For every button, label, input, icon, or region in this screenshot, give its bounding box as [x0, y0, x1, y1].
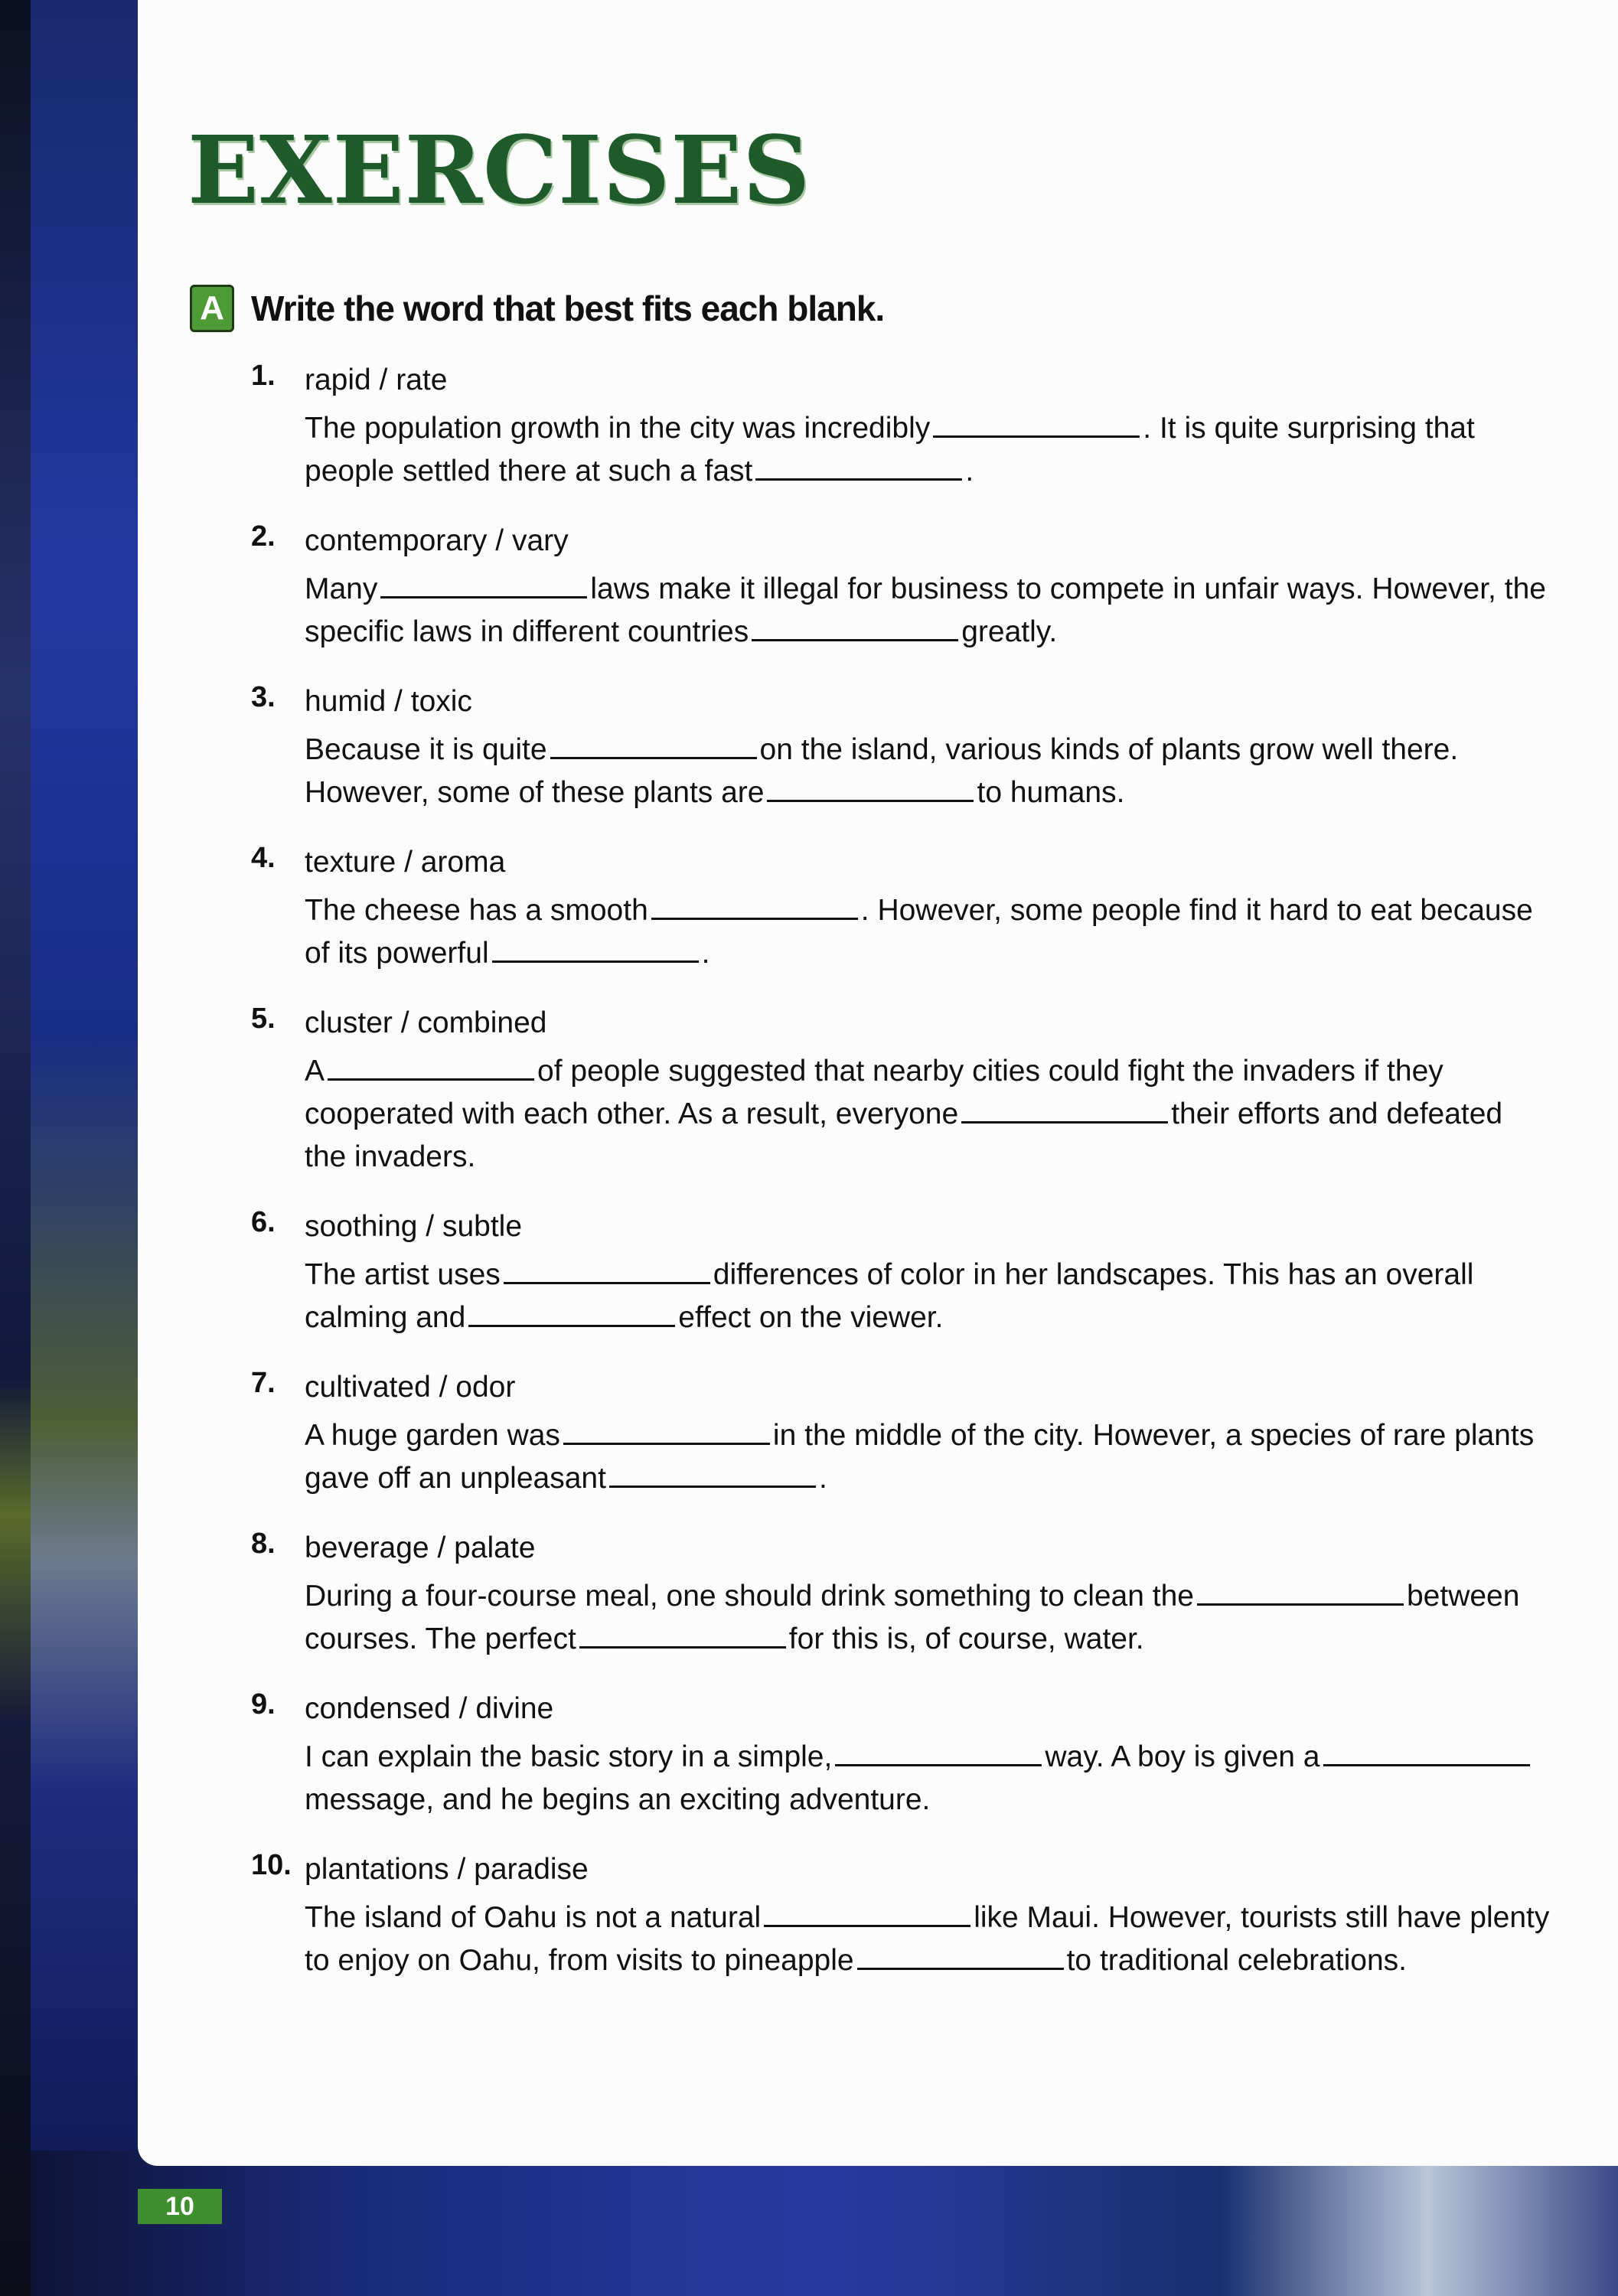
item-number: 2.: [251, 520, 276, 553]
sentence-text: The island of Oahu is not a natural: [305, 1901, 762, 1934]
answer-blank[interactable]: [752, 616, 958, 641]
sentence-text: laws make it illegal for business to compete in unfair ways. However, the specific laws in different countries: [305, 572, 1546, 648]
sentence-text: between courses. The perfect: [305, 1580, 1520, 1655]
sentence-text: for this is, of course, water.: [788, 1623, 1144, 1655]
answer-blank[interactable]: [492, 938, 699, 963]
word-choices: texture / aroma: [305, 846, 506, 879]
answer-blank[interactable]: [857, 1945, 1064, 1970]
section-header: [190, 285, 884, 332]
answer-blank[interactable]: [563, 1420, 770, 1445]
sentence-text: greatly.: [961, 615, 1058, 648]
item-number: 4.: [251, 842, 276, 874]
sentence-text: their efforts and defeated the invaders.: [305, 1097, 1503, 1173]
item-number: 5.: [251, 1003, 276, 1035]
sentence-text: way. A boy is given a: [1045, 1740, 1320, 1773]
answer-blank[interactable]: [579, 1623, 786, 1649]
answer-blank[interactable]: [504, 1259, 710, 1284]
page-number: 10: [138, 2189, 222, 2224]
item-sentence: [305, 1575, 1552, 1661]
word-choices: contemporary / vary: [305, 524, 569, 557]
word-choices: soothing / subtle: [305, 1210, 523, 1243]
exercise-item: [251, 1367, 1552, 1500]
page-title: EXERCISES: [188, 115, 811, 225]
exercise-item: [251, 1528, 1552, 1661]
answer-blank[interactable]: [835, 1741, 1042, 1766]
item-sentence: [305, 407, 1552, 493]
answer-blank[interactable]: [767, 777, 974, 802]
sentence-text: Because it is quite: [305, 733, 547, 766]
answer-blank[interactable]: [933, 413, 1140, 438]
exercise-item: [251, 1206, 1552, 1339]
sentence-text: The artist uses: [305, 1258, 501, 1291]
bottom-background: [31, 2151, 1618, 2296]
sentence-text: During a four-course meal, one should drink something to clean the: [305, 1580, 1194, 1613]
item-number: 7.: [251, 1367, 276, 1399]
sentence-text: Many: [305, 572, 378, 605]
sentence-text: The population growth in the city was incredibly: [305, 412, 931, 445]
word-choices: condensed / divine: [305, 1692, 554, 1725]
sentence-text: differences of color in her landscapes. This has an overall calming and: [305, 1258, 1474, 1334]
sentence-text: in the middle of the city. However, a species of rare plants gave off an unpleasant: [305, 1419, 1535, 1495]
item-sentence: [305, 1896, 1552, 1982]
exercise-item: [251, 1849, 1552, 1982]
sentence-text: A: [305, 1055, 325, 1088]
sentence-text: .: [965, 455, 974, 488]
sentence-text: on the island, various kinds of plants grow well there. However, some of these plants are: [305, 733, 1459, 809]
sentence-text: effect on the viewer.: [678, 1301, 944, 1334]
sentence-text: The cheese has a smooth: [305, 894, 648, 927]
word-choices: humid / toxic: [305, 685, 472, 718]
exercise-item: [251, 1688, 1552, 1821]
item-number: 3.: [251, 681, 276, 713]
exercise-list: [251, 360, 1552, 2010]
left-background: [31, 0, 145, 2296]
word-choices: cultivated / odor: [305, 1371, 516, 1404]
item-sentence: [305, 1414, 1552, 1500]
word-choices: beverage / palate: [305, 1531, 536, 1564]
sentence-text: .: [818, 1462, 827, 1495]
book-spine: [0, 0, 31, 2296]
sentence-text: . However, some people find it hard to eat because of its powerful: [305, 894, 1533, 970]
item-number: 8.: [251, 1528, 276, 1560]
exercise-item: [251, 520, 1552, 654]
section-letter-badge: A: [190, 285, 234, 332]
sentence-text: like Maui. However, tourists still have plenty to enjoy on Oahu, from visits to pineapple: [305, 1901, 1550, 1977]
word-choices: rapid / rate: [305, 364, 448, 396]
answer-blank[interactable]: [1323, 1741, 1530, 1766]
item-number: 1.: [251, 360, 276, 392]
answer-blank[interactable]: [651, 895, 858, 920]
answer-blank[interactable]: [550, 734, 757, 759]
answer-blank[interactable]: [468, 1302, 675, 1327]
item-sentence: [305, 729, 1552, 814]
item-sentence: [305, 1254, 1552, 1339]
answer-blank[interactable]: [328, 1055, 534, 1081]
answer-blank[interactable]: [961, 1098, 1168, 1124]
item-sentence: [305, 568, 1552, 654]
sentence-text: I can explain the basic story in a simple,: [305, 1740, 833, 1773]
exercise-item: [251, 360, 1552, 493]
item-sentence: [305, 889, 1552, 975]
item-sentence: [305, 1736, 1552, 1821]
answer-blank[interactable]: [755, 455, 962, 481]
exercise-item: [251, 681, 1552, 814]
item-number: 6.: [251, 1206, 276, 1238]
sentence-text: A huge garden was: [305, 1419, 560, 1452]
sentence-text: of people suggested that nearby cities could fight the invaders if they cooperated with each other. As a result, everyone: [305, 1055, 1443, 1130]
exercise-item: [251, 1003, 1552, 1179]
answer-blank[interactable]: [609, 1463, 816, 1488]
sentence-text: to humans.: [977, 776, 1125, 809]
word-choices: cluster / combined: [305, 1006, 547, 1039]
exercise-item: [251, 842, 1552, 975]
sentence-text: to traditional celebrations.: [1066, 1944, 1408, 1977]
section-instruction: Write the word that best fits each blank.: [251, 289, 885, 328]
sentence-text: .: [701, 937, 710, 970]
answer-blank[interactable]: [1197, 1580, 1404, 1606]
item-number: 10.: [251, 1849, 292, 1881]
answer-blank[interactable]: [764, 1902, 970, 1927]
answer-blank[interactable]: [380, 573, 587, 598]
item-sentence: [305, 1050, 1552, 1179]
sentence-text: . It is quite surprising that people settled there at such a fast: [305, 412, 1475, 488]
word-choices: plantations / paradise: [305, 1853, 589, 1886]
sentence-text: message, and he begins an exciting adventure.: [305, 1783, 931, 1816]
item-number: 9.: [251, 1688, 276, 1720]
